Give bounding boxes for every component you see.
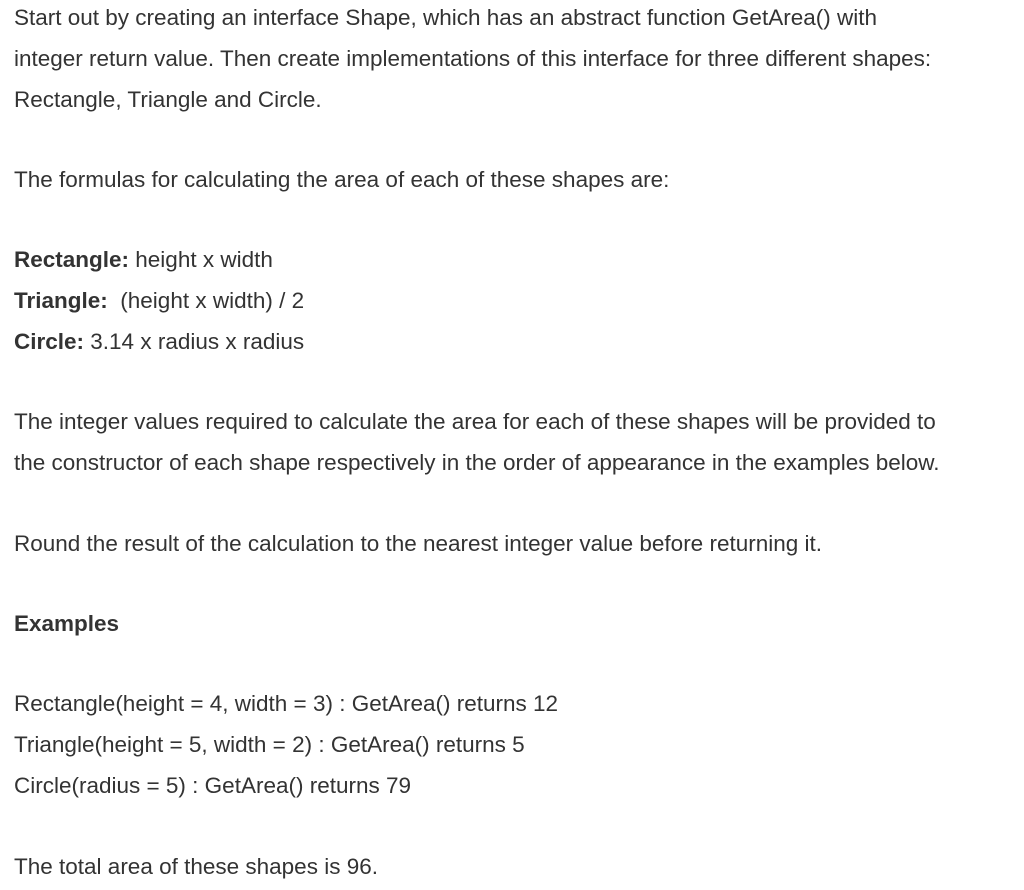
formula-text-triangle: (height x width) / 2	[107, 288, 305, 313]
problem-statement	[14, 0, 1018, 887]
total-note: The total area of these shapes is 96.	[14, 854, 378, 879]
intro-line-3: Rectangle, Triangle and Circle.	[14, 87, 322, 112]
formula-text-circle: 3.14 x radius x radius	[84, 329, 305, 354]
constructor-note-line-1: The integer values required to calculate the area for each of these shapes will be provided to	[14, 409, 936, 434]
example-triangle: Triangle(height = 5, width = 2) : GetArea() returns 5	[14, 732, 525, 757]
formula-rectangle	[14, 239, 1018, 280]
formula-triangle	[14, 280, 1018, 321]
formula-text-rectangle: height x width	[129, 247, 273, 272]
intro-line-1: Start out by creating an interface Shape, which has an abstract function GetArea() with	[14, 5, 877, 30]
examples-heading-text: Examples	[14, 611, 120, 636]
example-circle: Circle(radius = 5) : GetArea() returns 79	[14, 773, 412, 798]
formula-label-rectangle: Rectangle:	[14, 247, 130, 272]
formula-label-triangle: Triangle:	[14, 288, 108, 313]
intro-line-2: integer return value. Then create implementations of this interface for three different shapes:	[14, 46, 932, 71]
rounding-note: Round the result of the calculation to the nearest integer value before returning it.	[14, 531, 823, 556]
constructor-note-line-2: the constructor of each shape respectively in the order of appearance in the examples below.	[14, 450, 940, 475]
formulas-heading: The formulas for calculating the area of each of these shapes are:	[14, 167, 670, 192]
formula-label-circle: Circle:	[14, 329, 85, 354]
formula-circle	[14, 321, 1018, 362]
example-rectangle: Rectangle(height = 4, width = 3) : GetArea() returns 12	[14, 691, 559, 716]
examples-heading	[14, 603, 1018, 644]
